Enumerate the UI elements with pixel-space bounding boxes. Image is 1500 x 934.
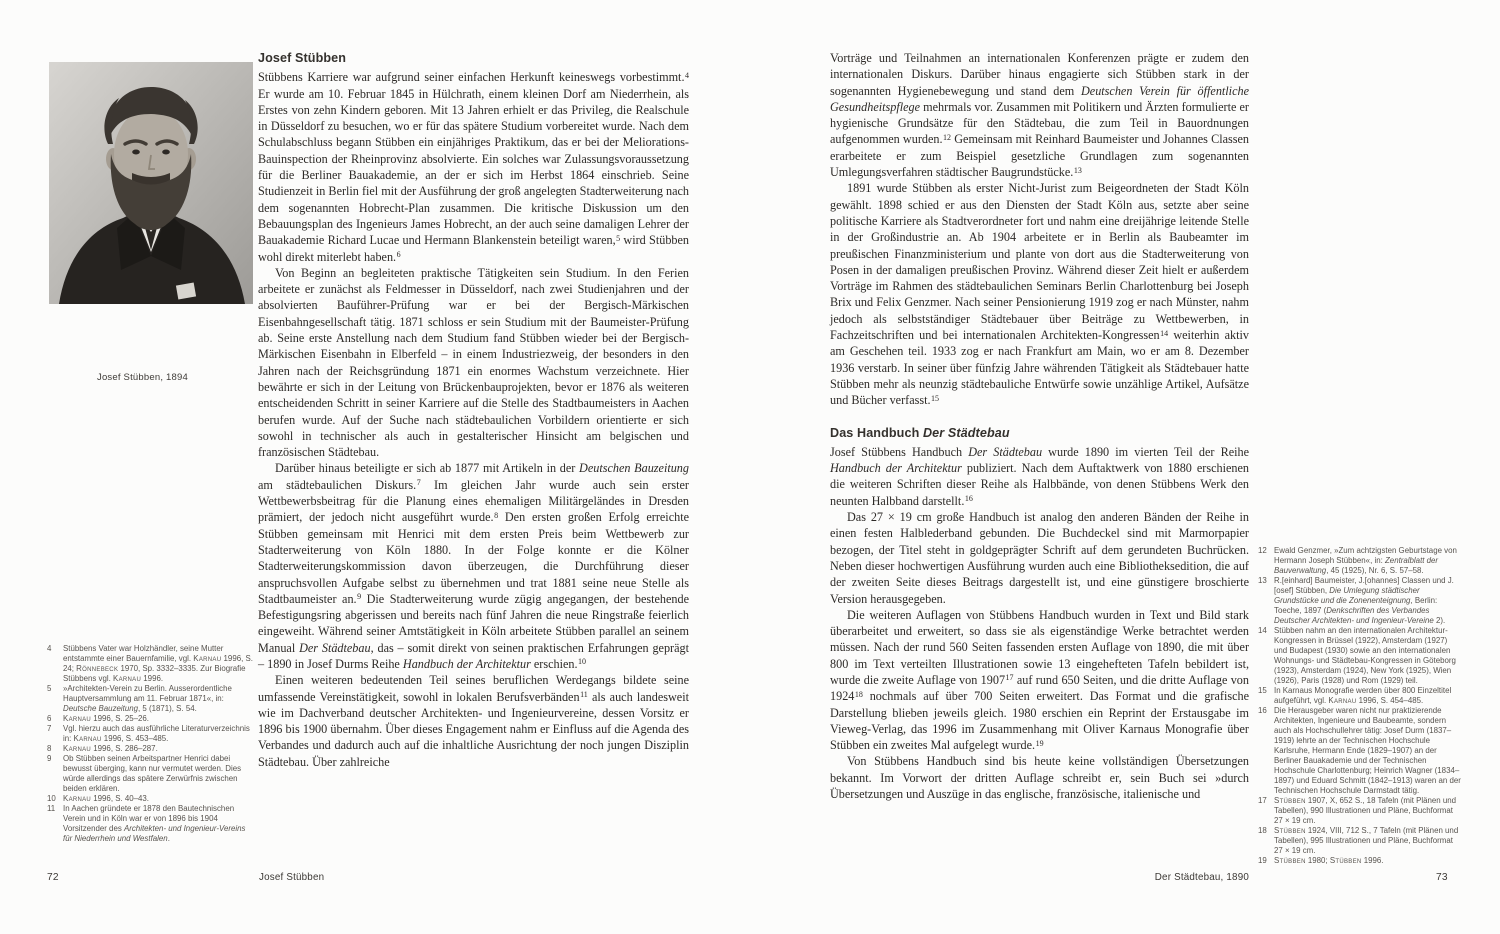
footnote-text: Karnau 1996, S. 40–43. <box>63 794 149 803</box>
footnote-number: 12 <box>1258 546 1267 555</box>
footnote-text: Stübben 1907, X, 652 S., 18 Tafeln (mit Plänen und Tabellen), 990 Illustrationen und Pläne, Buchformat 27 × 19 cm. <box>1274 796 1457 825</box>
body-paragraph: Das 27 × 19 cm große Handbuch ist analog den anderen Bänden der Reihe in einen festen Halblederband gebunden. Die Buchdeckel sind mit Marmorpapier bezogen, der Titel steht in goldgeprägter Schrift auf dem gerundeten Buchrücken. Neben dieser hochwertigen Ausführung wurden auch eine Bibliotheksedition, die auf der zweiten Seite dieses Beitrags dargestellt ist, und eine günstigere broschierte Version herausgegeben. <box>830 510 1249 606</box>
footnote-number: 5 <box>47 684 52 693</box>
footnote-number: 17 <box>1258 796 1267 805</box>
main-text-left <box>258 50 689 770</box>
body-paragraph: Die weiteren Auflagen von Stübbens Handbuch wurden in Text und Bild stark überarbeitet und erweitert, so dass sie als eigenständige Werke betrachtet werden müssen. Nach der rund 560 Seiten fassenden ersten Auflage von 1890, die mit über 800 im Text verteilten Illustrationen sowie 13 eingehefteten Tafeln bebildert ist, wurde die zweite Auflage von 1907$^{17}$ auf rund 650 Seiten, und die dritte Auflage von 1924$^{18}$ nochmals auf über 700 Seiten erweitert. Das Format und die grafische Darstellung blieben jeweils gleich. 1980 erschien ein Reprint der Erstausgabe im Vieweg-Verlag, das 1996 im Zusammenhang mit Oliver Karnaus Monografie über Stübben ein zweites Mal aufgelegt wurde.$^{19}$ <box>830 607 1249 753</box>
footnotes-right <box>1258 546 1462 866</box>
footnote-text: Karnau 1996, S. 25–26. <box>63 714 149 723</box>
footnote <box>1258 856 1462 866</box>
article-heading: Josef Stübben <box>258 51 347 65</box>
footnote-number: 10 <box>47 794 56 803</box>
footnote-number: 16 <box>1258 706 1267 715</box>
footnote-text: Karnau 1996, S. 286–287. <box>63 744 158 753</box>
footnote-number: 13 <box>1258 576 1267 585</box>
footnote-text: Stübbens Vater war Holzhändler, seine Mutter entstammte einer Bauernfamilie, vgl. Karnau 1996, S. 24; Rönnebeck 1970, Sp. 3332–3335. Zur Biografie Stübbens vgl. Karnau 1996. <box>63 644 253 683</box>
footnote <box>1258 686 1462 706</box>
footnote <box>1258 626 1462 686</box>
body-paragraph: Darüber hinaus beteiligte er sich ab 1877 mit Artikeln in der Deutschen Bauzeitung am städtebaulichen Diskurs.$^7$ Im gleichen Jahr wurde auch sein erster Wettbewerbsbeitrag für die Planung eines ehemaligen Militärgeländes in Dresden prämiert, der jedoch nicht ausgeführt wurde.$^8$ Den ersten großen Erfolg erreichte Stübben gemeinsam mit Henrici mit dem ersten Preis beim Wettbewerb zur Stadterweiterung von Köln 1880. In der Folge konnte er die Kölner Stadterweiterungskommission davon überzeugen, die Durchführung dieser anspruchsvollen Aufgabe selbst zu übernehmen und trat 1881 seine neue Stelle als Stadtbaumeister an.$^9$ Die Stadterweiterung wurde zügig angegangen, der bestehende Befestigungsring abgerissen und bereits nach fünf Jahren die neue Ringstraße feierlich eingeweiht. Während seiner Amtstätigkeit in Köln arbeitete Stübben parallel an seinem Manual Der Städtebau, das – somit direkt von seinen praktischen Erfahrungen geprägt – 1890 in Josef Durms Reihe Handbuch der Architektur erschien.$^{10}$ <box>258 461 689 671</box>
body-paragraph: Stübbens Karriere war aufgrund seiner einfachen Herkunft keineswegs vorbestimmt.$^4$ Er wurde am 10. Februar 1845 in Hülchrath, einem kleinen Dorf am Niederrhein, als Erstes von zehn Kindern geboren. Mit 13 Jahren erhielt er das Privileg, die Realschule in Düsseldorf zu besuchen, wo er für das spätere Studium vorbereitet wurde. Nach dem Schulabschluss begann Stübben ein einjähriges Praktikum, das er bei der Meliorations-Bauinspection der Rheinprovinz absolvierte. Ein solches war Zulassungsvoraussetzung für die Berliner Bauakademie, an der er sich im Herbst 1864 einschrieb. Seine Studienzeit in Berlin fiel mit der Ausführung der groß angelegten Stadterweiterung nach dem sogenannten Hobrecht-Plan zusammen. Die kritische Diskussion um den Bebauungsplan des Ingenieurs James Hobrecht, an der auch seine damaligen Lehrer der Bauakademie Richard Lucae und Hermann Blankenstein beteiligt waren,$^5$ wird Stübben wohl direkt miterlebt haben.$^6$ <box>258 70 690 264</box>
body-paragraph: 1891 wurde Stübben als erster Nicht-Jurist zum Beigeordneten der Stadt Köln gewählt. 1898 schied er aus den Diensten der Stadt Köln aus, setzte aber seine politische Karriere als Stadtverordneter fort und nahm eine dreijährige leitende Stelle in der Großindustrie an. Ab 1904 arbeitete er in Berlin als Baubeamter im preußischen Finanzministerium und plante von dort aus die Stadterweiterung von Posen in der damaligen preußischen Provinz. Während dieser Zeit hielt er außerdem Vorträge im Rahmen des städtebaulichen Seminars Berlin Charlottenburg bei Joseph Brix und Felix Genzmer. Nach seiner Pensionierung 1919 zog er nach Münster, nahm jedoch als selbstständiger Städtebauer über Beiträge zu Wettbewerben, in Fachzeitschriften und bei internationalen Architekten-Kongressen$^{14}$ weiterhin aktiv am Geschehen teil. 1933 zog er nach Frankfurt am Main, wo er am 8. Dezember 1936 verstarb. In seiner über fünfzig Jahre währenden Tätigkeit als Städtebauer hatte Stübben mehr als neunzig städtebauliche Entwürfe sowie unzählige Artikel, Aufsätze und Bücher verfasst.$^{15}$ <box>830 181 1249 408</box>
main-text-right <box>830 50 1249 802</box>
photo-caption: Josef Stübben, 1894 <box>97 372 188 383</box>
footnote-text: Stübben 1924, VIII, 712 S., 7 Tafeln (mit Plänen und Tabellen), 995 Illustrationen und Pläne, Buchformat 27 × 19 cm. <box>1274 826 1459 855</box>
footnote-text: R.[einhard] Baumeister, J.[ohannes] Classen und J.[osef] Stübben, Die Umlegung städtischer Grundstücke und die Zonenenteignung, Berlin: Toeche, 1897 (Denkschriften des Verbandes Deutscher Architekten- und Ingenieur-Vereine 2). <box>1274 576 1454 625</box>
body-paragraph: Einen weiteren bedeutenden Teil seines beruflichen Werdegangs bildete seine umfassende Vereinstätigkeit, sowohl in lokalen Berufsverbänden$^{11}$ als auch landesweit wie im Dachverband deutscher Architekten- und Ingenieurvereine, dessen Vorsitz er 1896 bis 1900 übernahm. Über dieses Engagement nahm er Einfluss auf die Agenda des Verbandes und dadurch auch auf die inhaltliche Ausrichtung der noch jungen Disziplin Städtebau. Über zahlreiche <box>258 673 689 769</box>
body-paragraph: Vorträge und Teilnahmen an internationalen Konferenzen prägte er zudem den internationalen Diskurs. Darüber hinaus engagierte sich Stübben stark in der sogenannten Hygienebewegung und stand dem Deutschen Verein für öffentliche Gesundheitspflege mehrmals vor. Zusammen mit Politikern und Ärzten formulierte er hygienische Grundsätze für den Städtebau, die zum Teil in Bauordnungen aufgenommen wurden.$^{12}$ Gemeinsam mit Reinhard Baumeister und Johannes Classen erarbeitete er zum Beispiel gesetzliche Grundlagen zum sogenannten Umlegungsverfahren städtischer Baugrundstücke.$^{13}$ <box>830 51 1249 180</box>
footnote <box>47 714 255 724</box>
footnote <box>1258 826 1462 856</box>
footnote-text: Stübben nahm an den internationalen Architektur-Kongressen in Brüssel (1922), Amsterdam (1927) und Budapest (1930) sowie an den internationalen Wohnungs- und Städtebau-Kongressen in Göteborg (1923), Amsterdam (1924), New York (1925), Wien (1926), Paris (1928) und Rom (1929) teil. <box>1274 626 1456 685</box>
footnote-text: In Aachen gründete er 1878 den Bautechnischen Verein und in Köln war er von 1896 bis 1904 Vorsitzender des Architekten- und Ingenieur-Vereins für Niederrhein und Westfalen. <box>63 804 246 843</box>
portrait-image <box>49 62 253 304</box>
footnote-number: 15 <box>1258 686 1267 695</box>
footnote-text: In Karnaus Monografie werden über 800 Einzeltitel aufgeführt, vgl. Karnau 1996, S. 454–485. <box>1274 686 1452 705</box>
footnote-number: 18 <box>1258 826 1267 835</box>
footnote <box>47 754 255 794</box>
footnote-number: 8 <box>47 744 52 753</box>
footnote <box>1258 576 1462 626</box>
footnote <box>47 794 255 804</box>
body-paragraph: Von Stübbens Handbuch sind bis heute keine vollständigen Übersetzungen bekannt. Im Vorwort der dritten Auflage schreibt er, sein Buch sei »durch Übersetzungen und Auszüge in das englische, französische, italienische und <box>830 754 1249 802</box>
footnote <box>47 724 255 744</box>
footnote <box>47 804 255 844</box>
footnote-text: Vgl. hierzu auch das ausführliche Literaturverzeichnis in: Karnau 1996, S. 453–485. <box>63 724 250 743</box>
footnote-number: 4 <box>47 644 52 653</box>
footnote-number: 11 <box>47 804 56 813</box>
body-paragraph: Josef Stübbens Handbuch Der Städtebau wurde 1890 im vierten Teil der Reihe Handbuch der Architektur publiziert. Nach dem Auftaktwerk von 1880 erschienen die weiteren Schriften dieser Reihe als Halbbände, von denen Stübbens Werk den neunten Halbband darstellt.$^{16}$ <box>830 444 1250 508</box>
footnote-number: 9 <box>47 754 52 763</box>
body-paragraph: Von Beginn an begleiteten praktische Tätigkeiten sein Studium. In den Ferien arbeitete er zunächst als Feldmesser in Düsseldorf, nach zwei Studienjahren und der absolvierten Bauführer-Prüfung war er bei der Bergisch-Märkischen Eisenbahngesellschaft tätig. 1871 schloss er sein Studium mit der Baumeister-Prüfung ab. Seine erste Anstellung nach dem Studium fand Stübben wieder bei der Bergisch-Märkischen Eisenbahn in Elberfeld – in einem Industriezweig, der besonders in den Jahren nach der Reichsgründung 1871 ein enormes Wachstum verzeichnete. Hier bewährte er sich in der Leitung von Brückenbauprojekten, bevor er 1876 als weiteren entscheidenden Schritt in seiner Karriere auf die Stelle des Stadtbaumeisters in Aachen berufen wurde. Auf der Suche nach städtebaulichen Vorbildern orientierte er sich sowohl in technischer als auch in gestalterischer Hinsicht am belgischen und französischen Städtebau. <box>258 265 689 460</box>
footnote-text: Ewald Genzmer, »Zum achtzigsten Geburtstage von Hermann Joseph Stübben«, in: Zentralblatt der Bauverwaltung, 45 (1925), Nr. 6, S. 57–58. <box>1274 546 1457 575</box>
page-number-left: 72 <box>47 872 59 883</box>
footnote-text: »Architekten-Verein zu Berlin. Ausserordentliche Hauptversammlung am 11. Februar 1871«, in: Deutsche Bauzeitung, 5 (1871), S. 54. <box>63 684 232 713</box>
footnote-number: 14 <box>1258 626 1267 635</box>
portrait-photo <box>49 62 253 383</box>
footnote-text: Ob Stübben seinen Arbeitspartner Henrici dabei bewusst überging, kann nur vermutet werden. Dies würde allerdings das spätere Zerwürfnis zwischen beiden erklären. <box>63 754 242 793</box>
footnote-number: 19 <box>1258 856 1267 865</box>
footnote <box>47 744 255 754</box>
footnote-text: Stübben 1980; Stübben 1996. <box>1274 856 1384 865</box>
footnote <box>1258 706 1462 796</box>
footnote-text: Die Herausgeber waren nicht nur praktizierende Architekten, Ingenieure und Baubeamte, sondern auch als Hochschullehrer tätig: Josef Durm (1837–1919) lehrte an der Technischen Hochschule Karlsruhe, Hermann Ende (1829–1907) an der Berliner Bauakademie und der Technischen Hochschule Charlottenburg; Heinrich Wagner (1834–1897) und Eduard Schmitt (1842–1913) waren an der Technischen Hochschule Darmstadt tätig. <box>1274 706 1461 795</box>
footnote-number: 6 <box>47 714 52 723</box>
footnote <box>47 684 255 714</box>
footnotes-left <box>47 644 255 844</box>
footnote <box>1258 796 1462 826</box>
section-heading: Das Handbuch Der Städtebau <box>830 425 1010 440</box>
footnote <box>47 644 255 684</box>
footnote <box>1258 546 1462 576</box>
running-title-left: Josef Stübben <box>259 872 325 883</box>
running-title-right: Der Städtebau, 1890 <box>1154 872 1249 883</box>
footnote-number: 7 <box>47 724 52 733</box>
page-number-right: 73 <box>1436 872 1448 883</box>
